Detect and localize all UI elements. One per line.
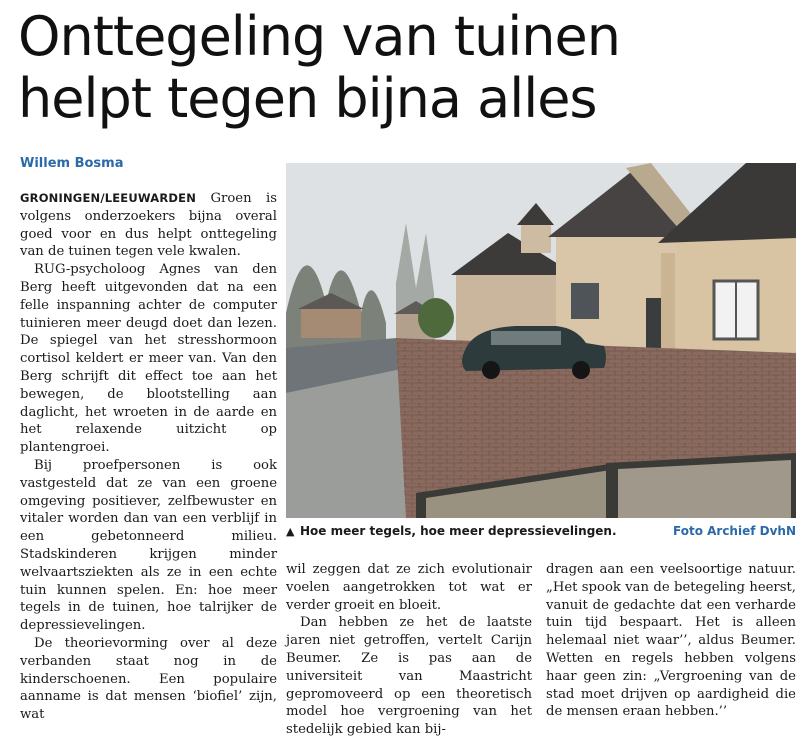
headline-line-2: helpt tegen bijna alles <box>18 67 597 130</box>
photo-caption <box>286 523 796 543</box>
lead-paragraph <box>20 190 277 261</box>
article-photo <box>286 163 796 518</box>
photo-credit: Foto Archief DvhN <box>673 524 796 538</box>
body-paragraph: De theorievorming over al deze verbanden staat nog in de kinderschoenen. Een populaire aanname is dat mensen ‘biofiel’ zijn, wat <box>20 635 277 723</box>
headline-line-1: Onttegeling van tuinen <box>18 5 620 68</box>
body-paragraph: RUG-psycholoog Agnes van den Berg heeft uitgevonden dat na een felle inspanning achter de computer tuinieren meer deugd doet dan lezen. De spiegel van het stresshormoon cortisol keldert er meer van. Van den Berg schrijft dit effect toe aan het bewegen, de blootstelling aan daglicht, het wroeten in de aarde en het relaxende uitzicht op plantengroei. <box>20 262 277 456</box>
body-paragraph: wil zeggen dat ze zich evolutionair voelen aangetrokken tot wat er verder groeit en bloeit. <box>286 562 532 613</box>
article-column-1 <box>20 190 277 724</box>
caption-text: Hoe meer tegels, hoe meer depressievelingen. <box>300 524 617 538</box>
body-paragraph: Dan hebben ze het de laatste jaren niet getroffen, vertelt Carijn Beumer. Ze is pas aan de universiteit van Maastricht gepromoveerd op een theoretisch model hoe vergroening van het stedelijk gebied kan bij- <box>286 615 532 738</box>
article-column-2 <box>286 561 532 739</box>
lead-text: Groen is volgens onderzoekers bijna overal goed voor en dus helpt onttegeling van de tuinen tegen vele kwalen. <box>20 191 277 260</box>
byline: Willem Bosma <box>20 156 124 171</box>
body-paragraph: Bij proefpersonen is ook vastgesteld dat ze van een groene omgeving positiever, zelfbewuster en vitaler worden dan van een verblijf in een gebetonneerd milieu. Stadskinderen krijgen minder welvaartsziekten als ze in een echte tuin kunnen spelen. En: hoe meer tegels in de tuinen, hoe talrijker de depressievelingen. <box>20 457 277 634</box>
street-photo-illustration <box>286 163 796 518</box>
article-column-3 <box>546 561 796 721</box>
dateline: GRONINGEN/LEEUWARDEN <box>20 191 197 205</box>
body-paragraph: dragen aan een veelsoortige natuur. „Het spook van de betegeling heerst, vanuit de gedachte dat een verharde tuin tijd bespaart. Het is alleen helemaal niet waar’’, aldus Beumer. Wetten en regels hebben volgens haar geen zin: „Vergroening van de stad moet drijven op aardigheid die de mensen eraan hebben.’’ <box>546 562 796 720</box>
headline <box>18 6 798 130</box>
caption-triangle-icon: ▲ <box>286 525 295 538</box>
